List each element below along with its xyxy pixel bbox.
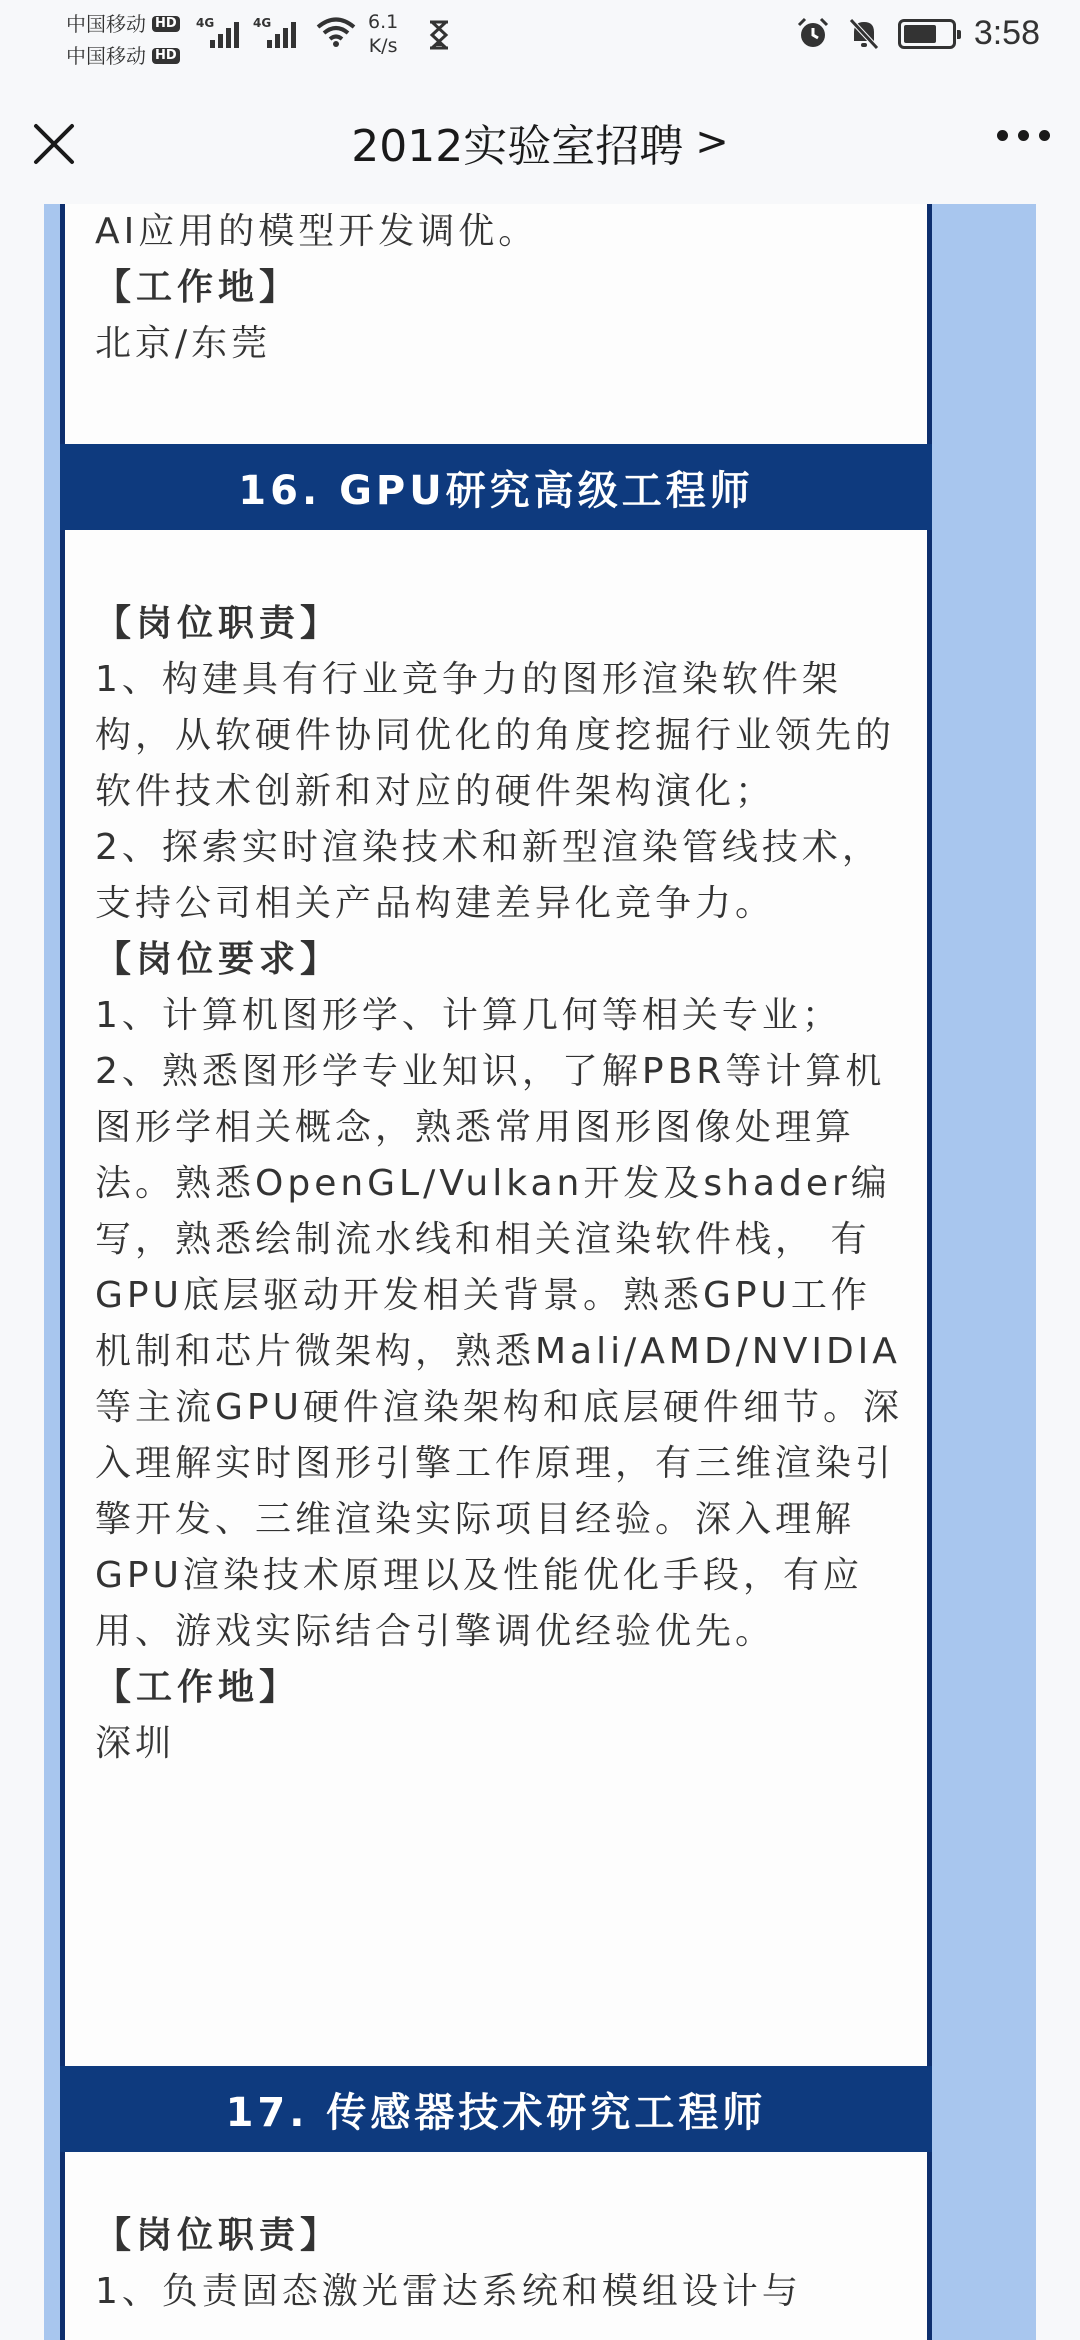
hd-badge-2: HD	[152, 48, 180, 64]
requirement-item-1: 1、计算机图形学、计算几何等相关专业；	[95, 995, 842, 1036]
duties-heading: 【岗位职责】	[95, 2215, 342, 2256]
carrier-2: 中国移动	[66, 44, 146, 68]
article-content	[0, 204, 1080, 2340]
network-type-1: 4G	[196, 16, 215, 30]
hourglass-icon	[428, 20, 450, 50]
duty-item-2: 2、探索实时渲染技术和新型渲染管线技术，支持公司相关产品构建差异化竞争力。	[95, 827, 882, 924]
requirement-item-2: 2、熟悉图形学专业知识，了解PBR等计算机图形学相关概念，熟悉常用图形图像处理算法。熟悉OpenGL/Vulkan开发及shader编写，熟悉绘制流水线和相关渲染软件栈， 有GPU底层驱动开发相关背景。熟悉GPU工作机制和芯片微架构，熟悉Mali/AMD/NVIDIA等主流GPU硬件渲染架构和底层硬件细节。深入理解实时图形引擎工作原理，有三维渲染引擎开发、三维渲染实际项目经验。深入理解GPU渲染技术原理以及性能优化手段，有应用、游戏实际结合引擎调优经验优先。	[95, 1051, 903, 1652]
job-card-15-tail	[60, 204, 932, 444]
hd-badge-1: HD	[152, 16, 180, 32]
carrier-1: 中国移动	[66, 12, 146, 36]
nav-bar	[0, 80, 1080, 204]
signal-icon	[253, 16, 296, 48]
signal-icon	[196, 16, 239, 48]
duty-item-1: 1、负责固态激光雷达系统和模组设计与	[95, 2271, 802, 2312]
location-heading: 【工作地】	[95, 1667, 301, 1708]
job-title-17: 17. 传感器技术研究工程师	[225, 2089, 767, 2136]
speed-unit: K/s	[368, 35, 398, 57]
location-heading: 【工作地】	[95, 267, 301, 308]
job-card-17	[60, 2152, 932, 2340]
network-type-2: 4G	[253, 16, 272, 30]
status-bar	[0, 0, 1080, 80]
more-icon[interactable]	[997, 130, 1050, 141]
mute-icon	[848, 17, 880, 51]
chevron-right-icon: >	[695, 119, 729, 165]
duties-heading: 【岗位职责】	[95, 603, 342, 644]
wifi-icon	[316, 16, 356, 48]
alarm-icon	[796, 17, 830, 51]
job-title-bar-17	[60, 2066, 932, 2152]
signal-indicators	[196, 16, 356, 48]
network-speed	[368, 10, 398, 58]
location-text: 北京/东莞	[95, 323, 272, 364]
job-title-16: 16. GPU研究高级工程师	[238, 467, 754, 514]
job-card-16	[60, 530, 932, 2078]
carrier-info	[66, 8, 180, 72]
location-text: 深圳	[95, 1723, 176, 1764]
duty-text-tail: AI应用的模型开发调优。	[95, 211, 539, 252]
requirements-heading: 【岗位要求】	[95, 939, 342, 980]
status-icons	[796, 14, 1040, 53]
battery-icon	[898, 19, 956, 49]
page-title: 2012实验室招聘	[351, 121, 684, 172]
duty-item-1: 1、构建具有行业竞争力的图形渲染软件架构，从软硬件协同优化的角度挖掘行业领先的软件技术创新和对应的硬件架构演化；	[95, 659, 896, 812]
speed-value: 6.1	[368, 11, 399, 33]
close-icon[interactable]	[30, 120, 78, 168]
account-title-link[interactable]	[351, 110, 729, 174]
clock: 3:58	[973, 14, 1040, 52]
job-title-bar-16	[60, 444, 932, 530]
